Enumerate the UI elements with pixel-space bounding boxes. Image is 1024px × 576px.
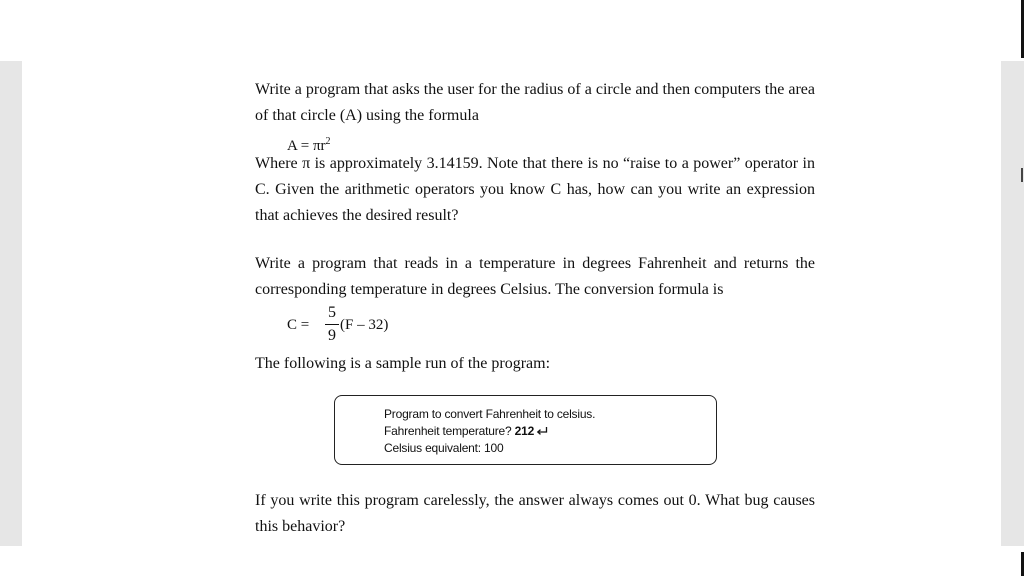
return-arrow-icon [536, 426, 548, 436]
formula-celsius-rhs: (F – 32) [340, 317, 389, 333]
paragraph-circle-area: Write a program that asks the user for the radius of a circle and then computers the area of that circle (A) using the formula [255, 81, 815, 124]
formula-celsius-numerator: 5 [328, 304, 336, 321]
formula-area-exponent: 2 [325, 136, 331, 147]
formula-celsius-denominator: 9 [328, 327, 336, 344]
sample-prompt: Fahrenheit temperature? [384, 424, 515, 438]
mid-right-edge-marker [1021, 168, 1023, 182]
left-margin-band [0, 61, 22, 546]
sample-line-3: Celsius equivalent: 100 [384, 441, 504, 455]
sample-run-box [334, 395, 717, 465]
document-page [22, 61, 1001, 546]
paragraph-pi-note: Where π is approximately 3.14159. Note that there is no “raise to a power” operator in C. Given the arithmetic operators you know C has, how can you write an expression that achieves the desired result? [255, 155, 815, 224]
formula-area-base: A = πr [287, 138, 326, 154]
fraction-bar [325, 324, 339, 325]
sample-user-input: 212 [514, 424, 535, 438]
paragraph-bug-question: If you write this program carelessly, the answer always comes out 0. What bug causes this behavior? [255, 492, 815, 535]
sample-run-output [384, 406, 595, 457]
right-margin-band [1001, 61, 1024, 546]
sample-line-1: Program to convert Fahrenheit to celsius. [384, 407, 596, 421]
sample-line-2 [384, 423, 595, 440]
paragraph-sample-intro: The following is a sample run of the program: [255, 355, 551, 372]
formula-celsius-lhs: C = [287, 317, 310, 333]
formula-celsius-fraction [325, 303, 339, 346]
paragraph-temperature: Write a program that reads in a temperature in degrees Fahrenheit and returns the corresponding temperature in degrees Celsius. The conversion formula is [255, 255, 815, 298]
